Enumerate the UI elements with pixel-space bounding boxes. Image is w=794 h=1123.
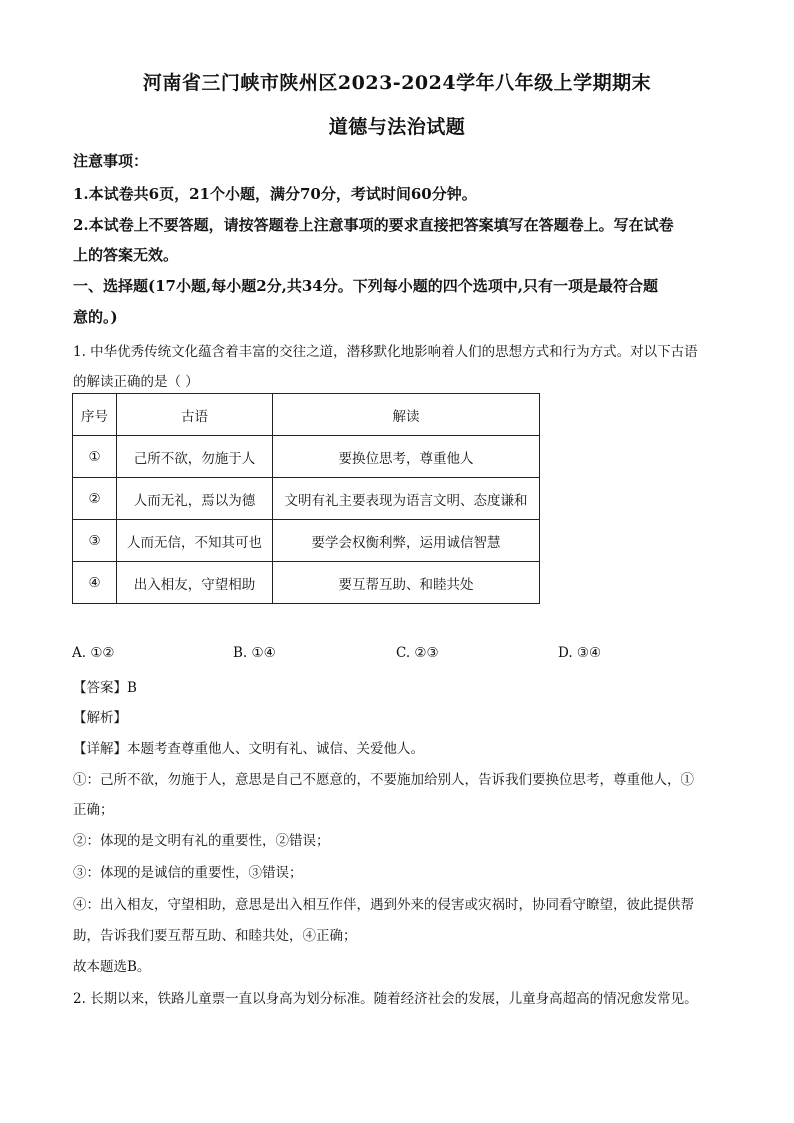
- table-header-cell: 古语: [117, 394, 273, 436]
- explain-1-line1: ①：己所不欲，勿施于人，意思是自己不愿意的，不要施加给别人，告诉我们要换位思考，尊重他人，①: [73, 772, 694, 788]
- question2-stem-line1: 2. 长期以来，铁路儿童票一直以身高为划分标准。随着经济社会的发展，儿童身高超高的情况愈发常见。: [73, 991, 698, 1007]
- table-row: [73, 562, 540, 604]
- option-b[interactable]: B. ①④: [233, 645, 276, 661]
- section-heading-line2: 意的。): [73, 308, 118, 326]
- explain-4-line2: 助，告诉我们要互帮互助、和睦共处，④正确；: [73, 928, 357, 944]
- ancient-sayings-table: [72, 393, 540, 604]
- detail-text: 【详解】本题考查尊重他人、文明有礼、诚信、关爱他人。: [73, 741, 424, 757]
- notice-heading: 注意事项：: [73, 152, 149, 170]
- explain-4-line1: ④：出入相友，守望相助，意思是出入相互作伴，遇到外来的侵害或灾祸时，协同看守瞭望，彼此提供帮: [73, 897, 694, 913]
- notice-item-2-line2: 上的答案无效。: [73, 246, 179, 264]
- table-cell: 人而无信，不知其可也: [117, 520, 273, 562]
- exam-title-line2: 道德与法治试题: [328, 116, 466, 138]
- conclusion: 故本题选B。: [73, 959, 151, 975]
- table-header-row: [73, 394, 540, 436]
- table-header-cell: 解读: [273, 394, 540, 436]
- section-heading-line1: 一、选择题(17小题,每小题2分,共34分。下列每小题的四个选项中,只有一项是最符合题: [73, 277, 658, 295]
- analysis-label: 【解析】: [73, 710, 127, 726]
- table-cell: ④: [73, 562, 117, 604]
- table-cell: ③: [73, 520, 117, 562]
- table-row: [73, 478, 540, 520]
- table-header-cell: 序号: [73, 394, 117, 436]
- notice-item-1: 1.本试卷共6页，21个小题，满分70分，考试时间60分钟。: [73, 185, 477, 203]
- table-cell: 文明有礼主要表现为语言文明、态度谦和: [273, 478, 540, 520]
- answer-label: 【答案】B: [73, 680, 137, 696]
- table-cell: 要换位思考，尊重他人: [273, 436, 540, 478]
- table-cell: 要互帮互助、和睦共处: [273, 562, 540, 604]
- table-cell: ①: [73, 436, 117, 478]
- question1-stem-line1: 1. 中华优秀传统文化蕴含着丰富的交往之道，潜移默化地影响着人们的思想方式和行为方式。对以下古语: [73, 344, 698, 360]
- option-a[interactable]: A. ①②: [72, 645, 115, 661]
- question1-stem-line2: 的解读正确的是（ ）: [73, 374, 199, 390]
- explain-1-line2: 正确；: [73, 802, 114, 818]
- table-cell: ②: [73, 478, 117, 520]
- explain-3: ③：体现的是诚信的重要性，③错误；: [73, 865, 303, 881]
- table-row: [73, 520, 540, 562]
- notice-item-2-line1: 2.本试卷上不要答题，请按答题卷上注意事项的要求直接把答案填写在答题卷上。写在试卷: [73, 216, 674, 234]
- table-row: [73, 436, 540, 478]
- table-cell: 要学会权衡利弊，运用诚信智慧: [273, 520, 540, 562]
- exam-title-line1: 河南省三门峡市陕州区2023-2024学年八年级上学期期末: [142, 72, 652, 94]
- option-d[interactable]: D. ③④: [558, 645, 602, 661]
- table-cell: 人而无礼，焉以为德: [117, 478, 273, 520]
- table-cell: 己所不欲，勿施于人: [117, 436, 273, 478]
- option-c[interactable]: C. ②③: [396, 645, 439, 661]
- explain-2: ②：体现的是文明有礼的重要性，②错误；: [73, 833, 330, 849]
- table-cell: 出入相友，守望相助: [117, 562, 273, 604]
